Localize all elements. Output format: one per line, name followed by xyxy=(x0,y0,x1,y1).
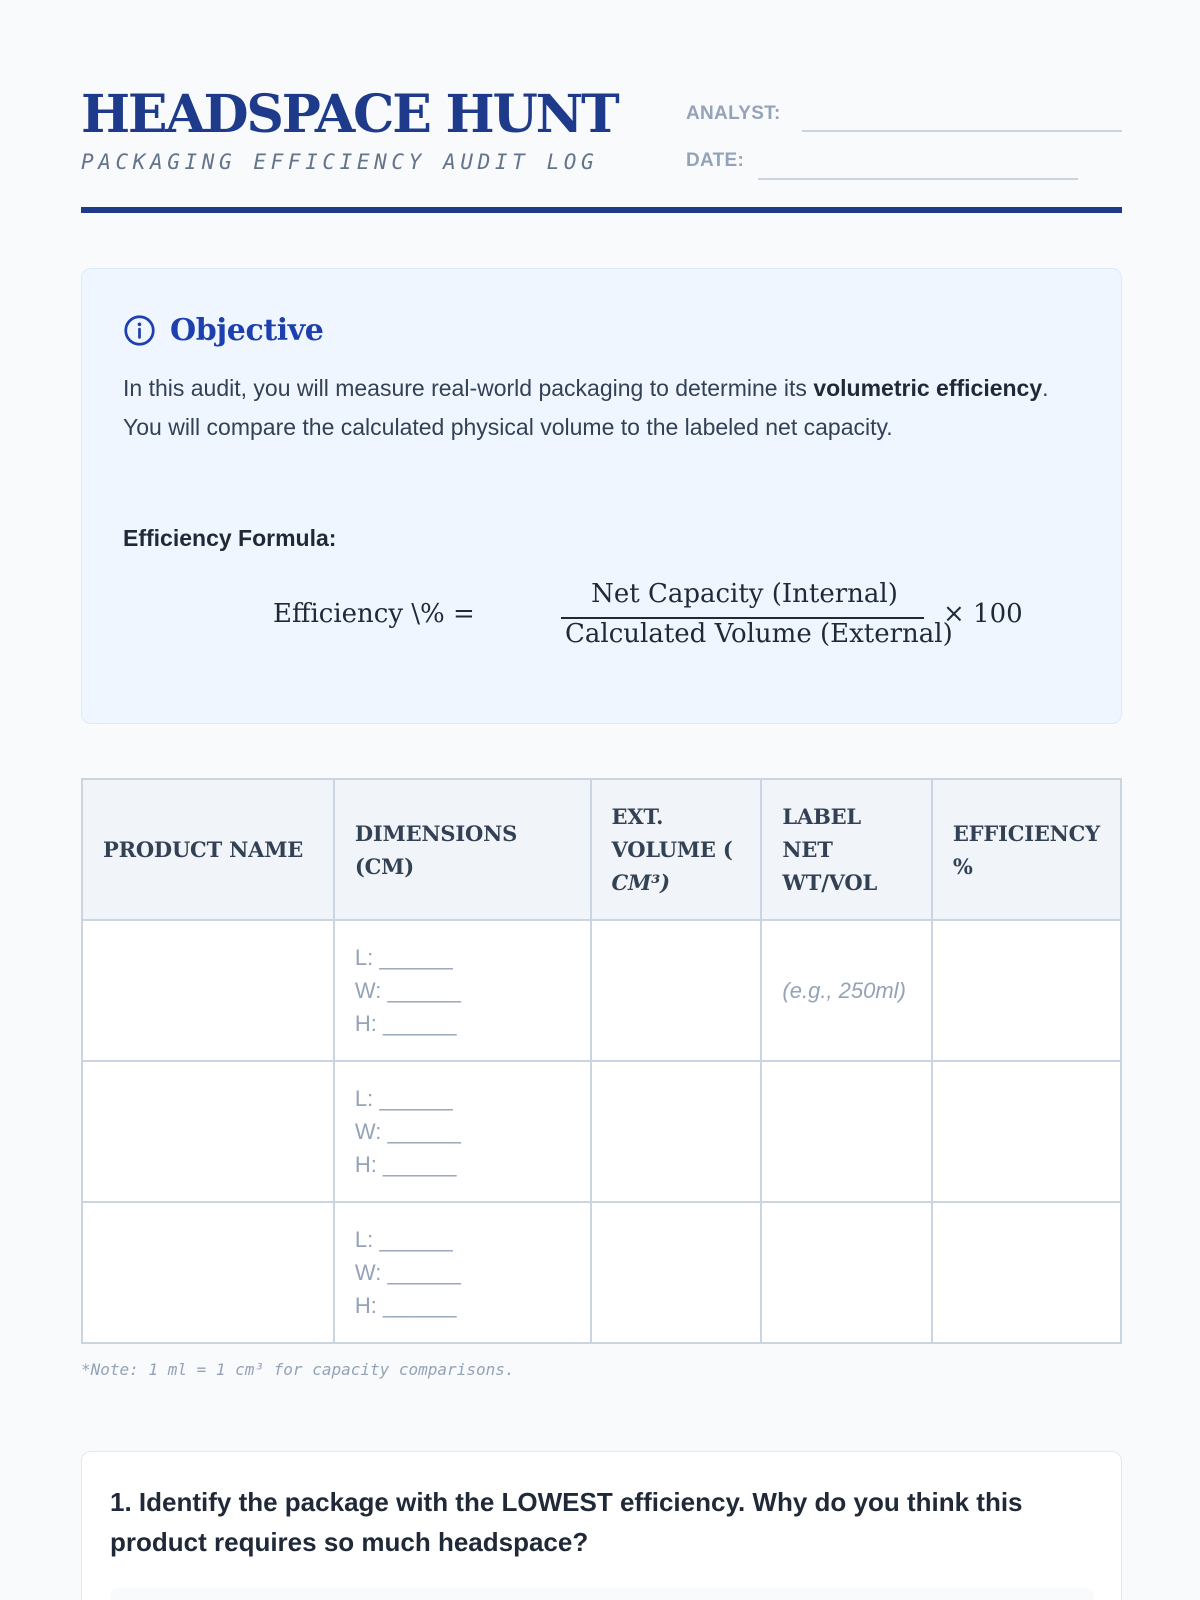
capacity-note: *Note: 1 ml = 1 cm³ for capacity comparisons. xyxy=(81,1360,515,1379)
question-text: 1. Identify the package with the LOWEST efficiency. Why do you think this product requires so much headspace? xyxy=(110,1487,1023,1557)
formula-label: Efficiency Formula: xyxy=(123,525,337,551)
header-efficiency: EFFICIENCY % xyxy=(932,779,1121,920)
product-name-cell[interactable] xyxy=(82,1061,334,1202)
efficiency-formula xyxy=(273,579,1023,657)
dimensions-cell[interactable] xyxy=(334,1061,591,1202)
product-name-cell[interactable] xyxy=(82,920,334,1061)
ext-volume-cell[interactable] xyxy=(591,1061,762,1202)
height-field[interactable]: H: ______ xyxy=(354,1152,457,1177)
label-net-cell[interactable] xyxy=(761,1202,931,1343)
table-row xyxy=(82,1202,1121,1343)
header-divider xyxy=(81,207,1122,213)
formula-multiplier: × 100 xyxy=(943,599,1023,629)
product-name-cell[interactable] xyxy=(82,1202,334,1343)
header-label-net: LABEL NET WT/VOL xyxy=(761,779,931,920)
dimensions-cell[interactable] xyxy=(334,920,591,1061)
info-icon xyxy=(123,314,156,347)
efficiency-cell[interactable] xyxy=(932,1061,1121,1202)
height-field[interactable]: H: ______ xyxy=(354,1011,457,1036)
audit-table xyxy=(81,778,1122,1344)
objective-title: Objective xyxy=(170,313,324,348)
audit-worksheet xyxy=(81,0,1122,1557)
table-row xyxy=(82,1061,1121,1202)
answer-field[interactable] xyxy=(110,1588,1094,1600)
formula-numerator: Net Capacity (Internal) xyxy=(591,579,898,609)
objective-emphasis: volumetric efficiency xyxy=(813,375,1043,401)
label-net-cell[interactable] xyxy=(761,1061,931,1202)
objective-box xyxy=(81,268,1122,724)
width-field[interactable]: W: ______ xyxy=(354,978,461,1003)
header-dimensions: DIMENSIONS (CM) xyxy=(334,779,591,920)
date-field[interactable] xyxy=(758,178,1078,180)
length-field[interactable]: L: ______ xyxy=(354,1086,453,1111)
date-label: DATE: xyxy=(686,150,745,171)
width-field[interactable]: W: ______ xyxy=(354,1119,461,1144)
analyst-field[interactable] xyxy=(802,130,1122,132)
header-ext-volume: EXT. VOLUME ( CM³) xyxy=(591,779,762,920)
height-field[interactable]: H: ______ xyxy=(354,1293,457,1318)
label-net-cell[interactable] xyxy=(761,920,931,1061)
header-product-name: PRODUCT NAME xyxy=(82,779,334,920)
objective-text: In this audit, you will measure real-world packaging to determine its volumetric efficiency. You will compare the calculated physical volume to the labeled net capacity. xyxy=(123,375,1049,440)
efficiency-cell[interactable] xyxy=(932,1202,1121,1343)
objective-heading xyxy=(123,313,324,348)
table-header-row xyxy=(82,779,1121,920)
efficiency-cell[interactable] xyxy=(932,920,1121,1061)
length-field[interactable]: L: ______ xyxy=(354,945,453,970)
formula-lhs: Efficiency \% = xyxy=(273,599,475,629)
page-title: HEADSPACE HUNT xyxy=(81,84,618,145)
label-net-hint: (e.g., 250ml) xyxy=(782,977,906,1003)
length-field[interactable]: L: ______ xyxy=(354,1227,453,1252)
width-field[interactable]: W: ______ xyxy=(354,1260,461,1285)
formula-denominator: Calculated Volume (External) xyxy=(565,619,953,649)
ext-volume-cell[interactable] xyxy=(591,920,762,1061)
dimensions-cell[interactable] xyxy=(334,1202,591,1343)
worksheet-header xyxy=(81,0,1122,216)
analyst-label: ANALYST: xyxy=(686,103,781,124)
page-subtitle: PACKAGING EFFICIENCY AUDIT LOG xyxy=(81,150,599,174)
table-row xyxy=(82,920,1121,1061)
ext-volume-cell[interactable] xyxy=(591,1202,762,1343)
question-card xyxy=(81,1451,1122,1600)
